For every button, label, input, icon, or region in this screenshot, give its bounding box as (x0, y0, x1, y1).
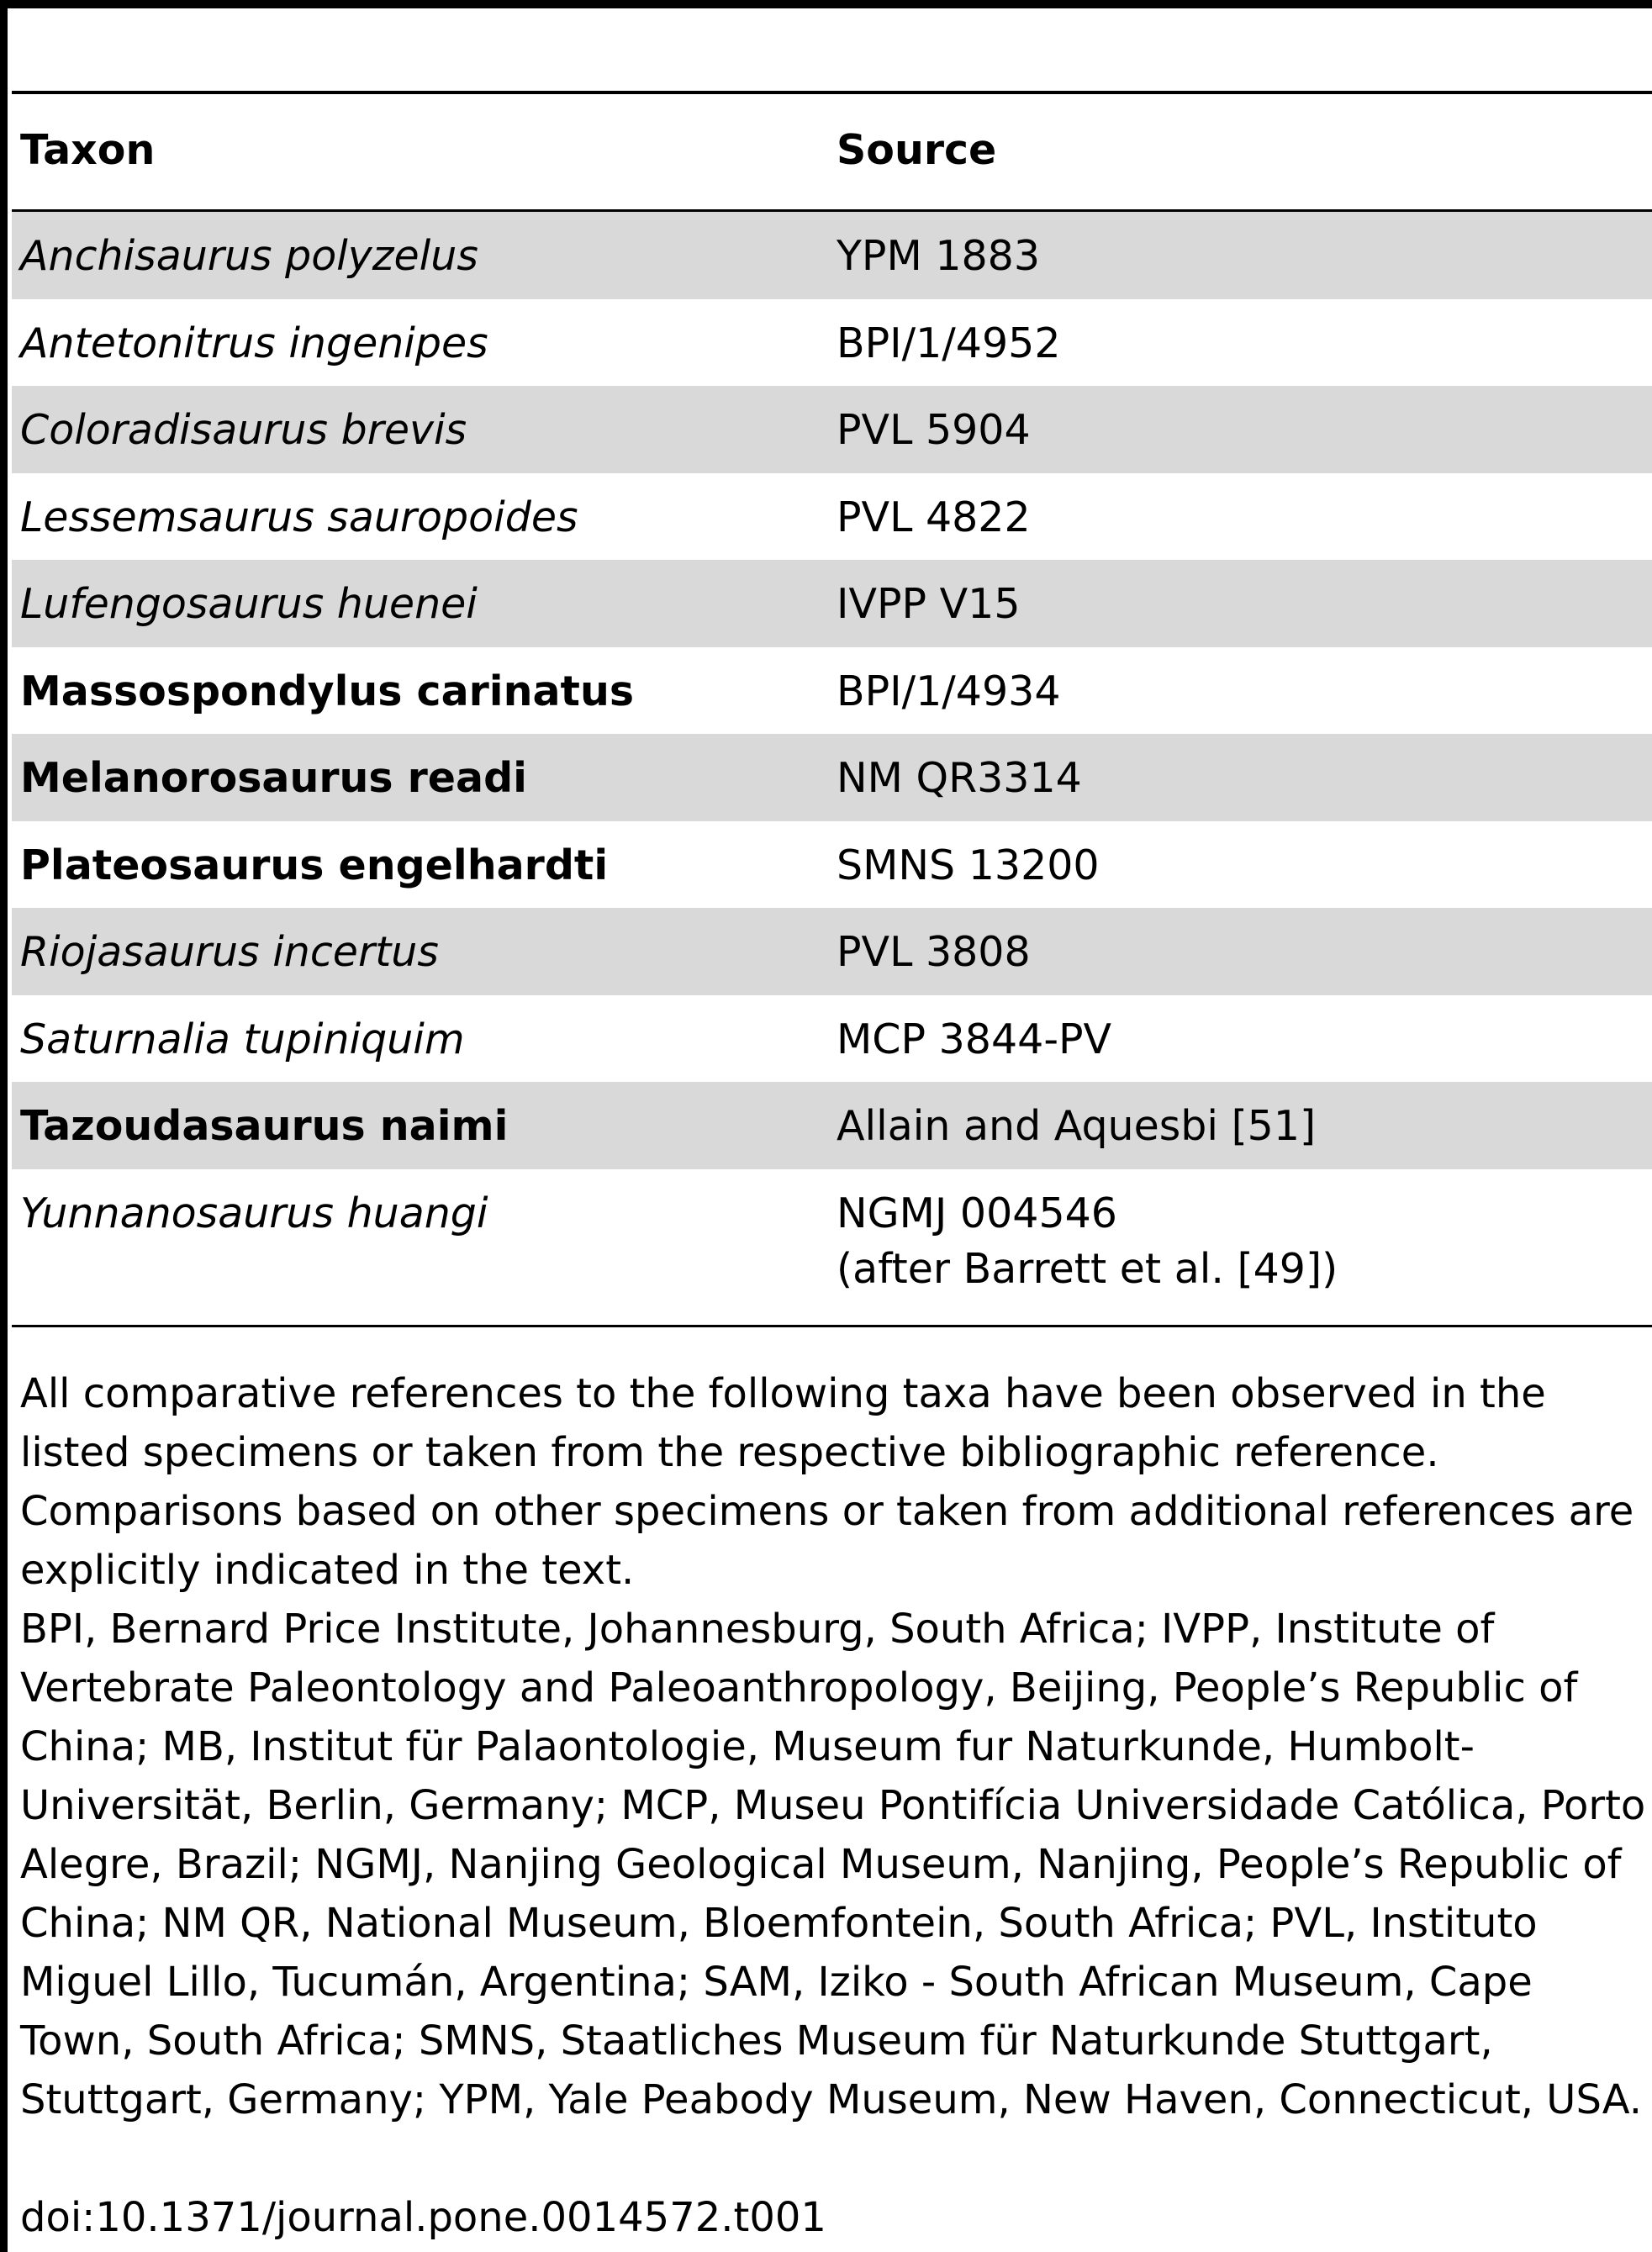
source-cell (837, 751, 1082, 806)
source-cell (837, 838, 1100, 894)
source-line: Allain and Aquesbi [51] (837, 1102, 1317, 1150)
table-row (12, 212, 1652, 299)
table-row (12, 821, 1652, 909)
table-row (12, 386, 1652, 473)
source-cell (837, 664, 1061, 720)
taxon-cell: Yunnanosaurus huangi (20, 1189, 488, 1237)
table-row (12, 473, 1652, 561)
source-line: (after Barrett et al. [49]) (837, 1245, 1338, 1293)
taxon-cell: Lessemsaurus sauropoides (20, 493, 578, 541)
taxon-cell: Riojasaurus incertus (20, 928, 439, 976)
table-row (12, 995, 1652, 1083)
source-cell (837, 577, 1021, 632)
source-cell (837, 490, 1031, 546)
source-line: NM QR3314 (837, 754, 1082, 802)
table-doi: doi:10.1371/journal.pone.0014572.t001 (20, 2194, 826, 2241)
source-line: YPM 1883 (837, 232, 1041, 280)
top-border (0, 0, 1652, 8)
left-border (0, 0, 8, 2252)
table-row (12, 647, 1652, 735)
taxon-cell: Lufengosaurus huenei (20, 580, 478, 628)
taxon-cell: Plateosaurus engelhardti (20, 841, 609, 889)
table-row (12, 1082, 1652, 1169)
taxon-cell: Antetonitrus ingenipes (20, 319, 488, 367)
source-cell (837, 229, 1040, 284)
taxon-cell: Tazoudasaurus naimi (20, 1102, 509, 1150)
source-line: PVL 4822 (837, 493, 1031, 541)
source-line: SMNS 13200 (837, 841, 1100, 889)
table-footnote-abbreviations: BPI, Bernard Price Institute, Johannesburg, South Africa; IVPP, Institute of Vertebrate Paleontology and Paleoanthropology, Beijing, People’s Republic of China; MB, Institut für Palaontologie, Museum fur Naturkunde, Humbolt-Universität, Berlin, Germany; MCP, Museu Pontifícia Universidade Católica, Porto Alegre, Brazil; NGMJ, Nanjing Geological Museum, Nanjing, People’s Republic of China; NM QR, National Museum, Bloemfontein, South Africa; PVL, Instituto Miguel Lillo, Tucumán, Argentina; SAM, Iziko - South African Museum, Cape Town, South Africa; SMNS, Staatliches Museum für Naturkunde Stuttgart, Stuttgart, Germany; YPM, Yale Peabody Museum, New Haven, Connecticut, USA. (20, 1606, 1646, 2123)
source-cell (837, 1186, 1338, 1297)
table-row (12, 1169, 1652, 1295)
source-cell (837, 403, 1031, 458)
table-row (12, 299, 1652, 387)
source-line: MCP 3844-PV (837, 1015, 1112, 1063)
source-line: BPI/1/4952 (837, 319, 1061, 367)
source-line: NGMJ 004546 (837, 1189, 1117, 1237)
source-cell (837, 1099, 1316, 1154)
source-line: PVL 3808 (837, 928, 1031, 976)
header-source: Source (837, 126, 997, 174)
table-row (12, 908, 1652, 995)
source-cell (837, 1012, 1111, 1068)
table-header-row (0, 94, 1652, 209)
source-line: PVL 5904 (837, 406, 1031, 454)
taxon-cell: Saturnalia tupiniquim (20, 1015, 465, 1063)
taxon-cell: Anchisaurus polyzelus (20, 232, 478, 280)
source-line: IVPP V15 (837, 580, 1021, 628)
source-line: BPI/1/4934 (837, 667, 1061, 715)
header-taxon: Taxon (20, 126, 156, 174)
source-cell (837, 925, 1031, 980)
table-row (12, 734, 1652, 821)
table-footnote-note: All comparative references to the following taxa have been observed in the listed specimens or taken from the respective bibliographic reference. Comparisons based on other specimens or taken from additional references are explicitly indicated in the text. (20, 1370, 1634, 1594)
table-row (12, 560, 1652, 647)
source-cell (837, 316, 1061, 372)
taxon-cell: Coloradisaurus brevis (20, 406, 467, 454)
table-bottom-rule (12, 1325, 1652, 1327)
taxon-cell: Melanorosaurus readi (20, 754, 527, 802)
taxon-cell: Massospondylus carinatus (20, 667, 635, 715)
